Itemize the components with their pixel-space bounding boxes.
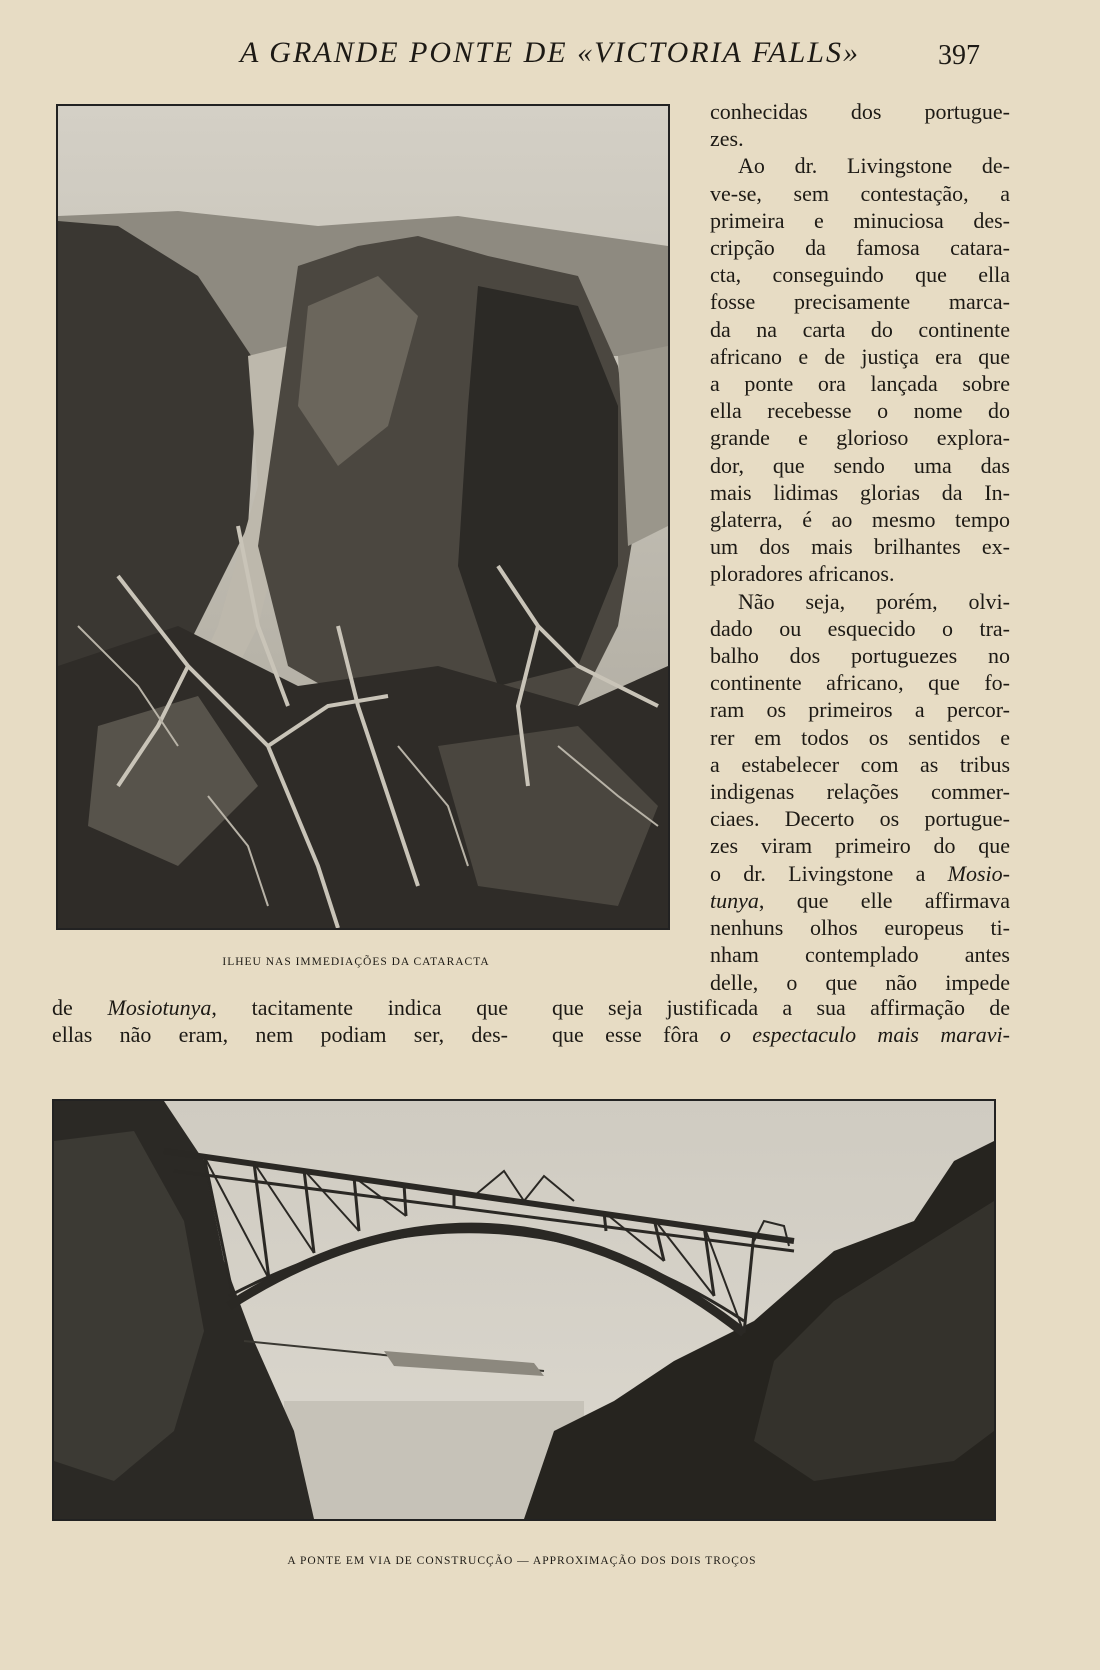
- italic-phrase: o espectaculo mais maravi-: [719, 1022, 1010, 1048]
- text-line: cta, conseguindo que ella: [710, 262, 1010, 288]
- text-line: ram os primeiros a percor-: [710, 697, 1010, 723]
- text-line: dor, que sendo uma das: [710, 452, 1010, 478]
- paragraph-3: [710, 588, 1010, 996]
- text-line: ella recebesse o nome do: [710, 398, 1010, 424]
- text-line: [552, 1021, 1010, 1048]
- text-line: cripção da famosa catara-: [710, 235, 1010, 261]
- paragraph-2: [710, 152, 1010, 587]
- text-run: de: [52, 995, 108, 1020]
- text-line: ellas não eram, nem podiam ser, des-: [52, 1022, 508, 1048]
- islet-photo-caption: ILHEU NAS IMMEDIAÇÕES DA CATARACTA: [222, 956, 490, 968]
- bridge-photograph: [52, 1099, 996, 1521]
- text-line: africano e de justiça era que: [710, 343, 1010, 369]
- text-line: dado ou esquecido o tra-: [710, 615, 1010, 641]
- text-line: [52, 994, 508, 1021]
- text-line: rer em todos os sentidos e: [710, 724, 1010, 750]
- right-column-continuation: [552, 994, 1010, 1048]
- text-line: um dos mais brilhantes ex-: [710, 534, 1010, 560]
- text-line: continente africano, que fo-: [710, 670, 1010, 696]
- left-column-continuation: [52, 994, 508, 1048]
- text-line: mais lidimas glorias da In-: [710, 479, 1010, 505]
- text-line: da na carta do continente: [710, 316, 1010, 342]
- text-line: nham contemplado antes: [710, 942, 1010, 968]
- text-line: que seja justificada a sua affirmação de: [552, 995, 1010, 1020]
- running-title: A GRANDE PONTE DE «VICTORIA FALLS»: [240, 36, 860, 69]
- text-line: conhecidas dos portugue-: [710, 99, 1010, 124]
- text-line: Não seja, porém, olvi-: [738, 588, 1010, 614]
- text-run: , que elle affirmava: [758, 887, 1010, 913]
- text-run: , tacitamente indica que: [211, 995, 508, 1020]
- bridge-photo-art: [54, 1101, 994, 1519]
- text-run: que esse fôra: [552, 1022, 720, 1048]
- right-column-text: [710, 98, 1010, 996]
- italic-place-name: tunya: [710, 887, 759, 913]
- bridge-photo-caption: A PONTE EM VIA DE CONSTRUCÇÃO — APPROXIMAÇÃO DOS DOIS TROÇOS: [287, 1555, 757, 1567]
- text-line: [710, 860, 1010, 887]
- text-line: balho dos portuguezes no: [710, 643, 1010, 669]
- text-line: nenhuns olhos europeus ti-: [710, 915, 1010, 941]
- text-line: zes viram primeiro do que: [710, 833, 1010, 859]
- text-line: grande e glorioso explora-: [710, 425, 1010, 451]
- text-line: Ao dr. Livingstone de-: [738, 153, 1010, 179]
- text-line: fosse precisamente marca-: [710, 289, 1010, 315]
- text-line: glaterra, é ao mesmo tempo: [710, 507, 1010, 533]
- text-line: [710, 887, 1010, 914]
- text-line: zes.: [710, 126, 744, 152]
- text-line: delle, o que não impede: [710, 969, 1010, 995]
- text-line: ploradores africanos.: [710, 561, 895, 587]
- islet-photograph: [56, 104, 670, 930]
- text-line: primeira e minuciosa des-: [710, 207, 1010, 233]
- text-line: indigenas relações commer-: [710, 779, 1010, 805]
- page-number: 397: [938, 40, 980, 71]
- italic-place-name: Mosio-: [947, 860, 1010, 886]
- text-line: ciaes. Decerto os portugue-: [710, 806, 1010, 832]
- text-line: a ponte ora lançada sobre: [710, 371, 1010, 397]
- text-line: ve-se, sem contestação, a: [710, 180, 1010, 206]
- italic-place-name: Mosiotunya: [107, 995, 212, 1020]
- text-run: o dr. Livingstone a: [710, 860, 948, 886]
- islet-photo-art: [58, 106, 668, 928]
- text-line: a estabelecer com as tribus: [710, 751, 1010, 777]
- paragraph-1: [710, 98, 1010, 152]
